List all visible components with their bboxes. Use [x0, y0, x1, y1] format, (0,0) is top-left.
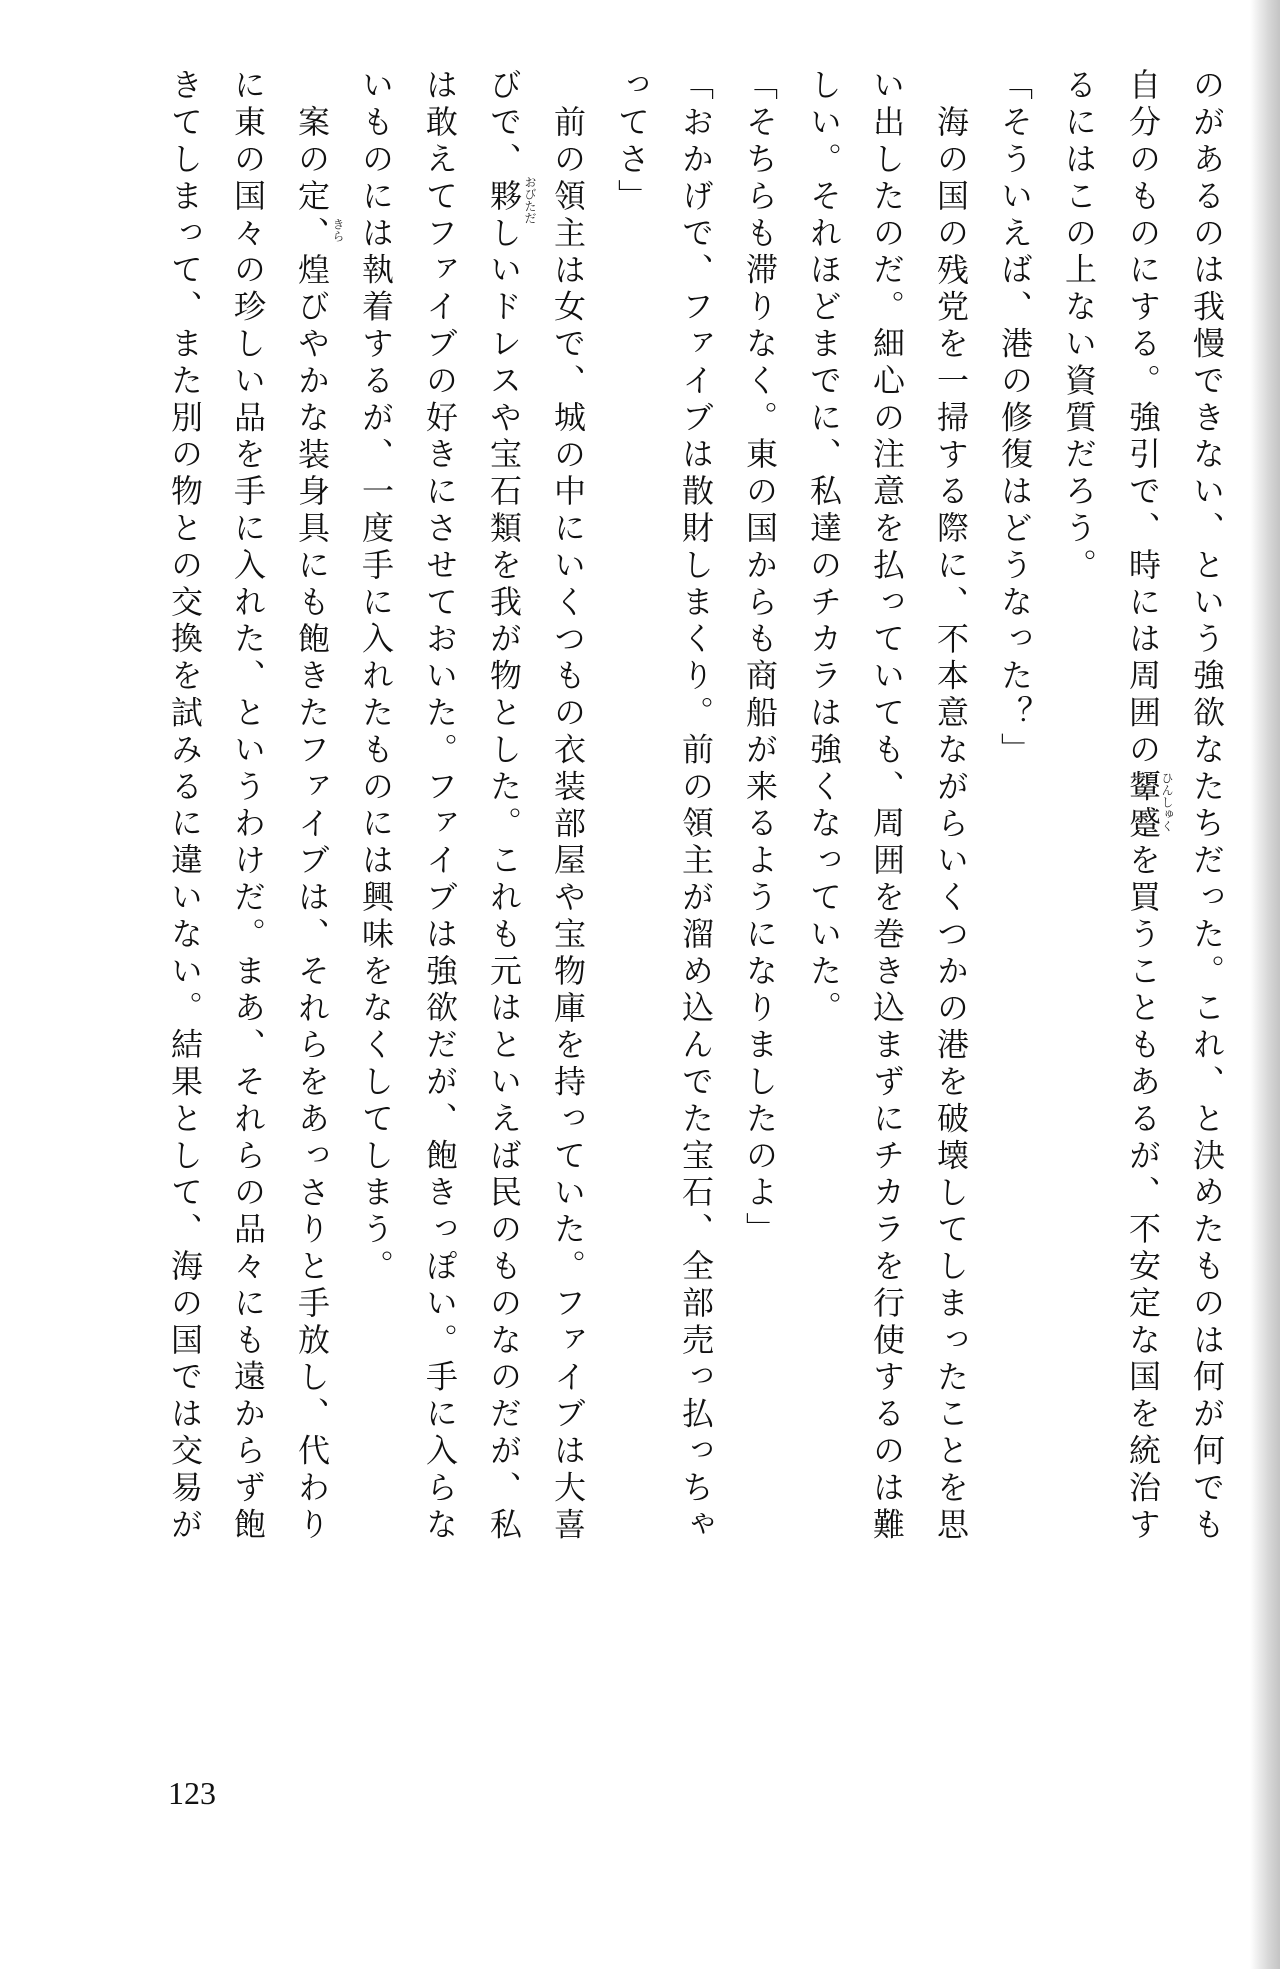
text-column: びで、夥しいドレスや宝石類を我が物とした。これも元はといえば民のものなのだが、私 [485, 68, 523, 1544]
text-column: 前の領主は女で、城の中にいくつもの衣装部屋や宝物庫を持っていた。ファイブは大喜 [549, 105, 587, 1545]
text-column: ってさ」 [613, 68, 651, 216]
text-column: 「そういえば、港の修復はどうなった？」 [996, 68, 1034, 770]
text-column: に東の国々の珍しい品を手に入れた、というわけだ。まあ、それらの品々にも遠からず飽 [229, 68, 267, 1544]
text-column: 案の定、煌びやかな装身具にも飽きたファイブは、それらをあっさりと手放し、代わり [293, 105, 331, 1545]
text-column: い出したのだ。細心の注意を払っていても、周囲を巻き込まずにチカラを行使するのは難 [868, 68, 906, 1544]
text-column: しい。それほどまでに、私達のチカラは強くなっていた。 [805, 68, 843, 1028]
scan-edge-shadow [1250, 0, 1280, 1969]
text-column: は敢えてファイブの好きにさせておいた。ファイブは強欲だが、飽きっぽい。手に入らな [421, 68, 459, 1544]
furigana-hinshuku: ひんしゅく [1160, 772, 1174, 832]
text-column: 海の国の残党を一掃する際に、不本意ながらいくつかの港を破壊してしまったことを思 [932, 105, 970, 1545]
text-column: きてしまって、また別の物との交換を試みるに違いない。結果として、海の国では交易が [166, 68, 204, 1545]
text-column: 「そちらも滞りなく。東の国からも商船が来るようになりましたのよ」 [741, 68, 779, 1249]
text-column: のがあるのは我慢できない、という強欲なたちだった。これ、と決めたものは何が何でも [1188, 68, 1226, 1544]
furigana-obitada: おびただ [523, 176, 537, 224]
page-number: 123 [168, 1775, 216, 1811]
text-column: るにはこの上ない資質だろう。 [1060, 68, 1098, 585]
text-column: 自分のものにする。強引で、時には周囲の顰蹙を買うこともあるが、不安定な国を統治す [1124, 68, 1162, 1544]
text-column: いものには執着するが、一度手に入れたものには興味をなくしてしまう。 [357, 68, 395, 1286]
furigana-kira: きら [331, 218, 345, 242]
text-column: 「おかげで、ファイブは散財しまくり。前の領主が溜め込んでた宝石、全部売っ払っちゃ [677, 68, 715, 1544]
